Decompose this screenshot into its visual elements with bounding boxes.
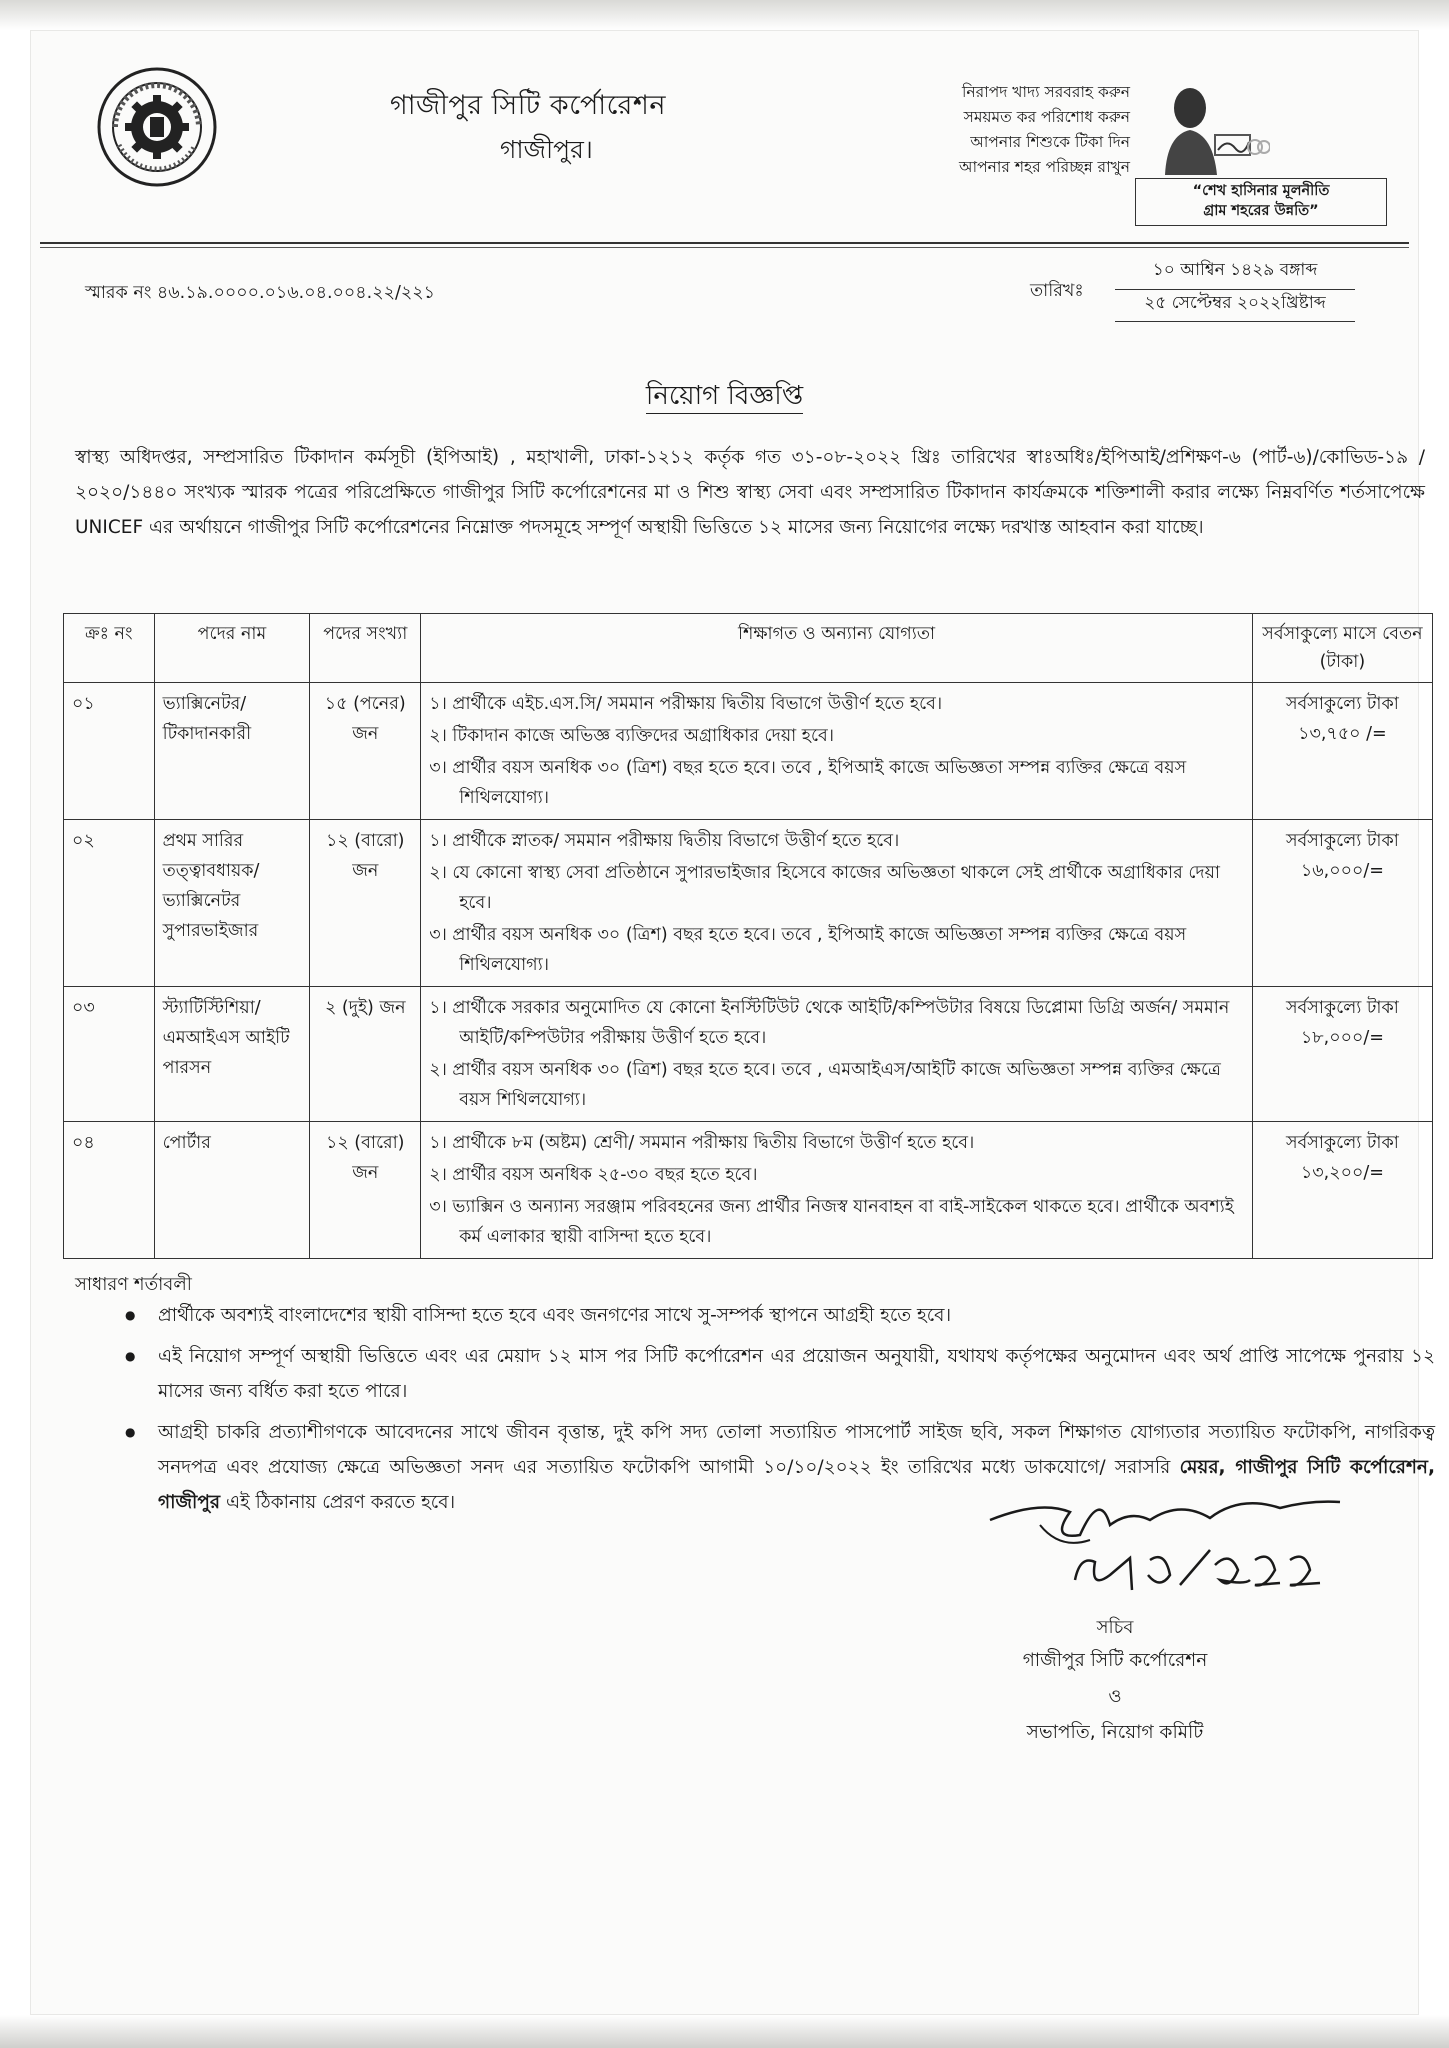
quote-line: গ্রাম শহরের উন্নতি” [1203,203,1319,219]
cell-count: ১৫ (পনের) জন [310,683,421,820]
qualification-item: ৩। ভ্যাক্সিন ও অন্যান্য সরঞ্জাম পরিবহনের জন্য প্রার্থীর নিজস্ব যানবাহন বা বাই-সাইকেল থাকতে হবে। প্রার্থীকে অবশ্যই কর্ম এলাকার স্থায়ী বাসিন্দা হতে হবে। [429,1197,1234,1247]
salary-label: সর্বসাকুল্যে টাকা [1285,694,1399,714]
qualification-item: ৩। প্রার্থীর বয়স অনধিক ৩০ (ত্রিশ) বছর হতে হবে। তবে , ইপিআই কাজে অভিজ্ঞতা সম্পন্ন ব্যক্তির ক্ষেত্রে বয়স শিথিলযোগ্য। [429,758,1187,808]
notice-intro: স্বাস্থ্য অধিদপ্তর, সম্প্রসারিত টিকাদান কর্মসূচী (ইপিআই) , মহাখালী, ঢাকা-১২১২ কর্তৃক গত ৩১-০৮-২০২২ খ্রিঃ তারিখের স্বাঃঅধিঃ/ইপিআই/প্রশিক্ষণ-৬ (পার্ট-৬)/কোভিড-১৯ /২০২০/১৪৪০ সংখ্যক স্মারক পত্রের পরিপ্রেক্ষিতে গাজীপুর সিটি কর্পোরেশনের মা ও শিশু স্বাস্থ্য সেবা এবং সম্প্রসারিত টিকাদান কার্যক্রমকে শক্তিশালী করার লক্ষ্যে নিম্নবর্ণিত শর্তসাপেক্ষে UNICEF এর অর্থায়নে গাজীপুর সিটি কর্পোরেশনের নিম্নোক্ত পদসমূহে সম্পূর্ণ অস্থায়ী ভিত্তিতে ১২ মাসের জন্য নিয়োগের লক্ষ্যে দরখাস্ত আহবান করা যাচ্ছে। [75,447,1425,538]
salary-label: সর্বসাকুল্যে টাকা [1285,998,1399,1018]
memo-reference: স্মারক নং ৪৬.১৯.০০০০.০১৬.০৪.০০৪.২২/২২১ [85,283,435,303]
document-page [30,30,1435,2015]
condition-item: ● এই নিয়োগ সম্পূর্ণ অস্থায়ী ভিত্তিতে এবং এর মেয়াদ ১২ মাস পর সিটি কর্পোরেশন এর প্রয়োজন অনুযায়ী, যথাযথ কর্তৃপক্ষের অনুমোদন এবং অর্থ প্রাপ্তি সাপেক্ষে পুনরায় ১২ মাসের জন্য বর্ধিত করা হতে পারে। [90,1339,1435,1409]
signatory-committee: সভাপতি, নিয়োগ কমিটি [1026,1722,1204,1743]
cell-post: প্রথম সারির তত্ত্বাবধায়ক/ ভ্যাক্সিনেটর সুপারভাইজার [154,820,310,987]
header-sn: ক্রঃ নং [64,614,155,683]
qualification-item: ২। প্রার্থীর বয়স অনধিক ৩০ (ত্রিশ) বছর হতে হবে। তবে , এমআইএস/আইটি কাজে অভিজ্ঞতা সম্পন্ন ব্যক্তির ক্ষেত্রে বয়স শিথিলযোগ্য। [429,1060,1221,1110]
qualification-item: ২। টিকাদান কাজে অভিজ্ঞ ব্যক্তিদের অগ্রাধিকার দেয়া হবে। [429,726,835,746]
cell-qualification [421,987,1253,1122]
signatory-conjunction: ও [1108,1686,1122,1707]
mujib-borsho-logo [1155,80,1270,175]
org-location: গাজীপুর। [500,135,593,164]
condition-address: মেয়র, গাজীপুর সিটি কর্পোরেশন, গাজীপুর [158,1457,1435,1513]
cell-sn: ০১ [64,683,155,820]
cell-salary [1252,1122,1432,1259]
org-name: গাজীপুর সিটি কর্পোরেশন [390,90,666,121]
table-row [64,683,1433,820]
signatory-title: সচিব [1096,1617,1134,1638]
salary-amount: ১৮,০০০/= [1300,1028,1384,1048]
quote-line: “শেখ হাসিনার মূলনীতি [1192,183,1330,199]
slogan-item: সময়মত কর পরিশোধ করুন [963,108,1130,126]
qualification-item: ৩। প্রার্থীর বয়স অনধিক ৩০ (ত্রিশ) বছর হতে হবে। তবে , ইপিআই কাজে অভিজ্ঞতা সম্পন্ন ব্যক্তির ক্ষেত্রে বয়স শিথিলযোগ্য। [429,925,1187,975]
table-row [64,1122,1433,1259]
header-qualification: শিক্ষাগত ও অন্যান্য যোগ্যতা [421,614,1253,683]
slogan-item: নিরাপদ খাদ্য সরবরাহ করুন [961,83,1130,101]
table-row [64,820,1433,987]
cell-post: ভ্যাক্সিনেটর/ টিকাদানকারী [154,683,310,820]
cell-salary [1252,987,1432,1122]
qualification-item: ১। প্রার্থীকে ৮ম (অষ্টম) শ্রেণী/ সমমান পরীক্ষায় দ্বিতীয় বিভাগে উত্তীর্ণ হতে হবে। [429,1133,975,1153]
cell-salary [1252,683,1432,820]
qualification-item: ১। প্রার্থীকে সরকার অনুমোদিত যে কোনো ইনস্টিটিউট থেকে আইটি/কম্পিউটার বিষয়ে ডিপ্লোমা ডিগ্রি অর্জন/ সমমান আইটি/কম্পিউটার পরীক্ষায় উত্তীর্ণ হতে হবে। [429,998,1230,1048]
cell-count: ১২ (বারো) জন [310,820,421,987]
cell-sn: ০৩ [64,987,155,1122]
table-row [64,987,1433,1122]
handwritten-signature [980,1480,1360,1615]
header-divider [40,247,1409,248]
conditions-title: সাধারণ শর্তাবলী [75,1274,192,1295]
jobs-table [63,613,1433,1259]
salary-amount: ১৩,৭৫০ /= [1298,724,1387,744]
condition-text: আগ্রহী চাকরি প্রত্যাশীগণকে আবেদনের সাথে জীবন বৃত্তান্ত, দুই কপি সদ্য তোলা সত্যায়িত পাসপোর্ট সাইজ ছবি, সকল শিক্ষাগত যোগ্যতার সত্যায়িত ফটোকপি, নাগরিকত্ব সনদপত্র এবং প্রযোজ্য ক্ষেত্রে অভিজ্ঞতা সনদ এর সত্যায়িত ফটোকপি আগামী ১০/১০/২০২২ ইং তারিখের মধ্যে ডাকযোগে/ সরাসরি [158,1422,1435,1478]
city-corporation-logo [95,65,220,190]
date-bengali: ১০ আশ্বিন ১৪২৯ বঙ্গাব্দ [1115,257,1355,290]
cell-post: পোর্টার [154,1122,310,1259]
date-gregorian: ২৫ সেপ্টেম্বর ২০২২খ্রিষ্টাব্দ [1115,290,1355,322]
salary-amount: ১৬,০০০/= [1300,861,1384,881]
notice-title: নিয়োগ বিজ্ঞপ্তি [30,375,1419,419]
salary-amount: ১৩,২০০/= [1300,1163,1384,1183]
cell-salary [1252,820,1432,987]
header-post: পদের নাম [154,614,310,683]
qualification-item: ১। প্রার্থীকে এইচ.এস.সি/ সমমান পরীক্ষায় দ্বিতীয় বিভাগে উত্তীর্ণ হতে হবে। [429,694,943,714]
cell-qualification [421,820,1253,987]
cell-post: স্ট্যাটিস্টিশিয়া/ এমআইএস আইটি পারসন [154,987,310,1122]
cell-sn: ০২ [64,820,155,987]
cell-sn: ০৪ [64,1122,155,1259]
header-count: পদের সংখ্যা [310,614,421,683]
header-salary: সর্বসাকুল্যে মাসে বেতন (টাকা) [1252,614,1432,683]
quote-box [1135,178,1387,226]
salary-label: সর্বসাকুল্যে টাকা [1285,1133,1399,1153]
date-label: তারিখঃ [1030,281,1084,301]
cell-count: ১২ (বারো) জন [310,1122,421,1259]
slogan-item: আপনার শহর পরিচ্ছন্ন রাখুন [959,158,1130,176]
signatory-org: গাজীপুর সিটি কর্পোরেশন [1022,1650,1208,1671]
qualification-item: ২। প্রার্থীর বয়স অনধিক ২৫-৩০ বছর হতে হবে। [429,1165,758,1185]
qualification-item: ২। যে কোনো স্বাস্থ্য সেবা প্রতিষ্ঠানে সুপারভাইজার হিসেবে কাজের অভিজ্ঞতা থাকলে সেই প্রার্থীকে অগ্রাধিকার দেয়া হবে। [429,863,1220,913]
scan-bottom-edge [0,2015,1449,2048]
slogan-list [900,80,1130,180]
cell-count: ২ (দুই) জন [310,987,421,1122]
salary-label: সর্বসাকুল্যে টাকা [1285,831,1399,851]
qualification-item: ১। প্রার্থীকে স্নাতক/ সমমান পরীক্ষায় দ্বিতীয় বিভাগে উত্তীর্ণ হতে হবে। [429,831,900,851]
condition-text: এই ঠিকানায় প্রেরণ করতে হবে। [220,1492,456,1513]
condition-item: ● প্রার্থীকে অবশ্যই বাংলাদেশের স্থায়ী বাসিন্দা হতে হবে এবং জনগণের সাথে সু-সম্পর্ক স্থাপনে আগ্রহী হতে হবে। [90,1298,1435,1333]
table-header-row [64,614,1433,683]
cell-qualification [421,1122,1253,1259]
scan-top-edge [0,0,1449,30]
cell-qualification [421,683,1253,820]
slogan-item: আপনার শিশুকে টিকা দিন [970,133,1130,151]
header-divider [40,242,1409,244]
